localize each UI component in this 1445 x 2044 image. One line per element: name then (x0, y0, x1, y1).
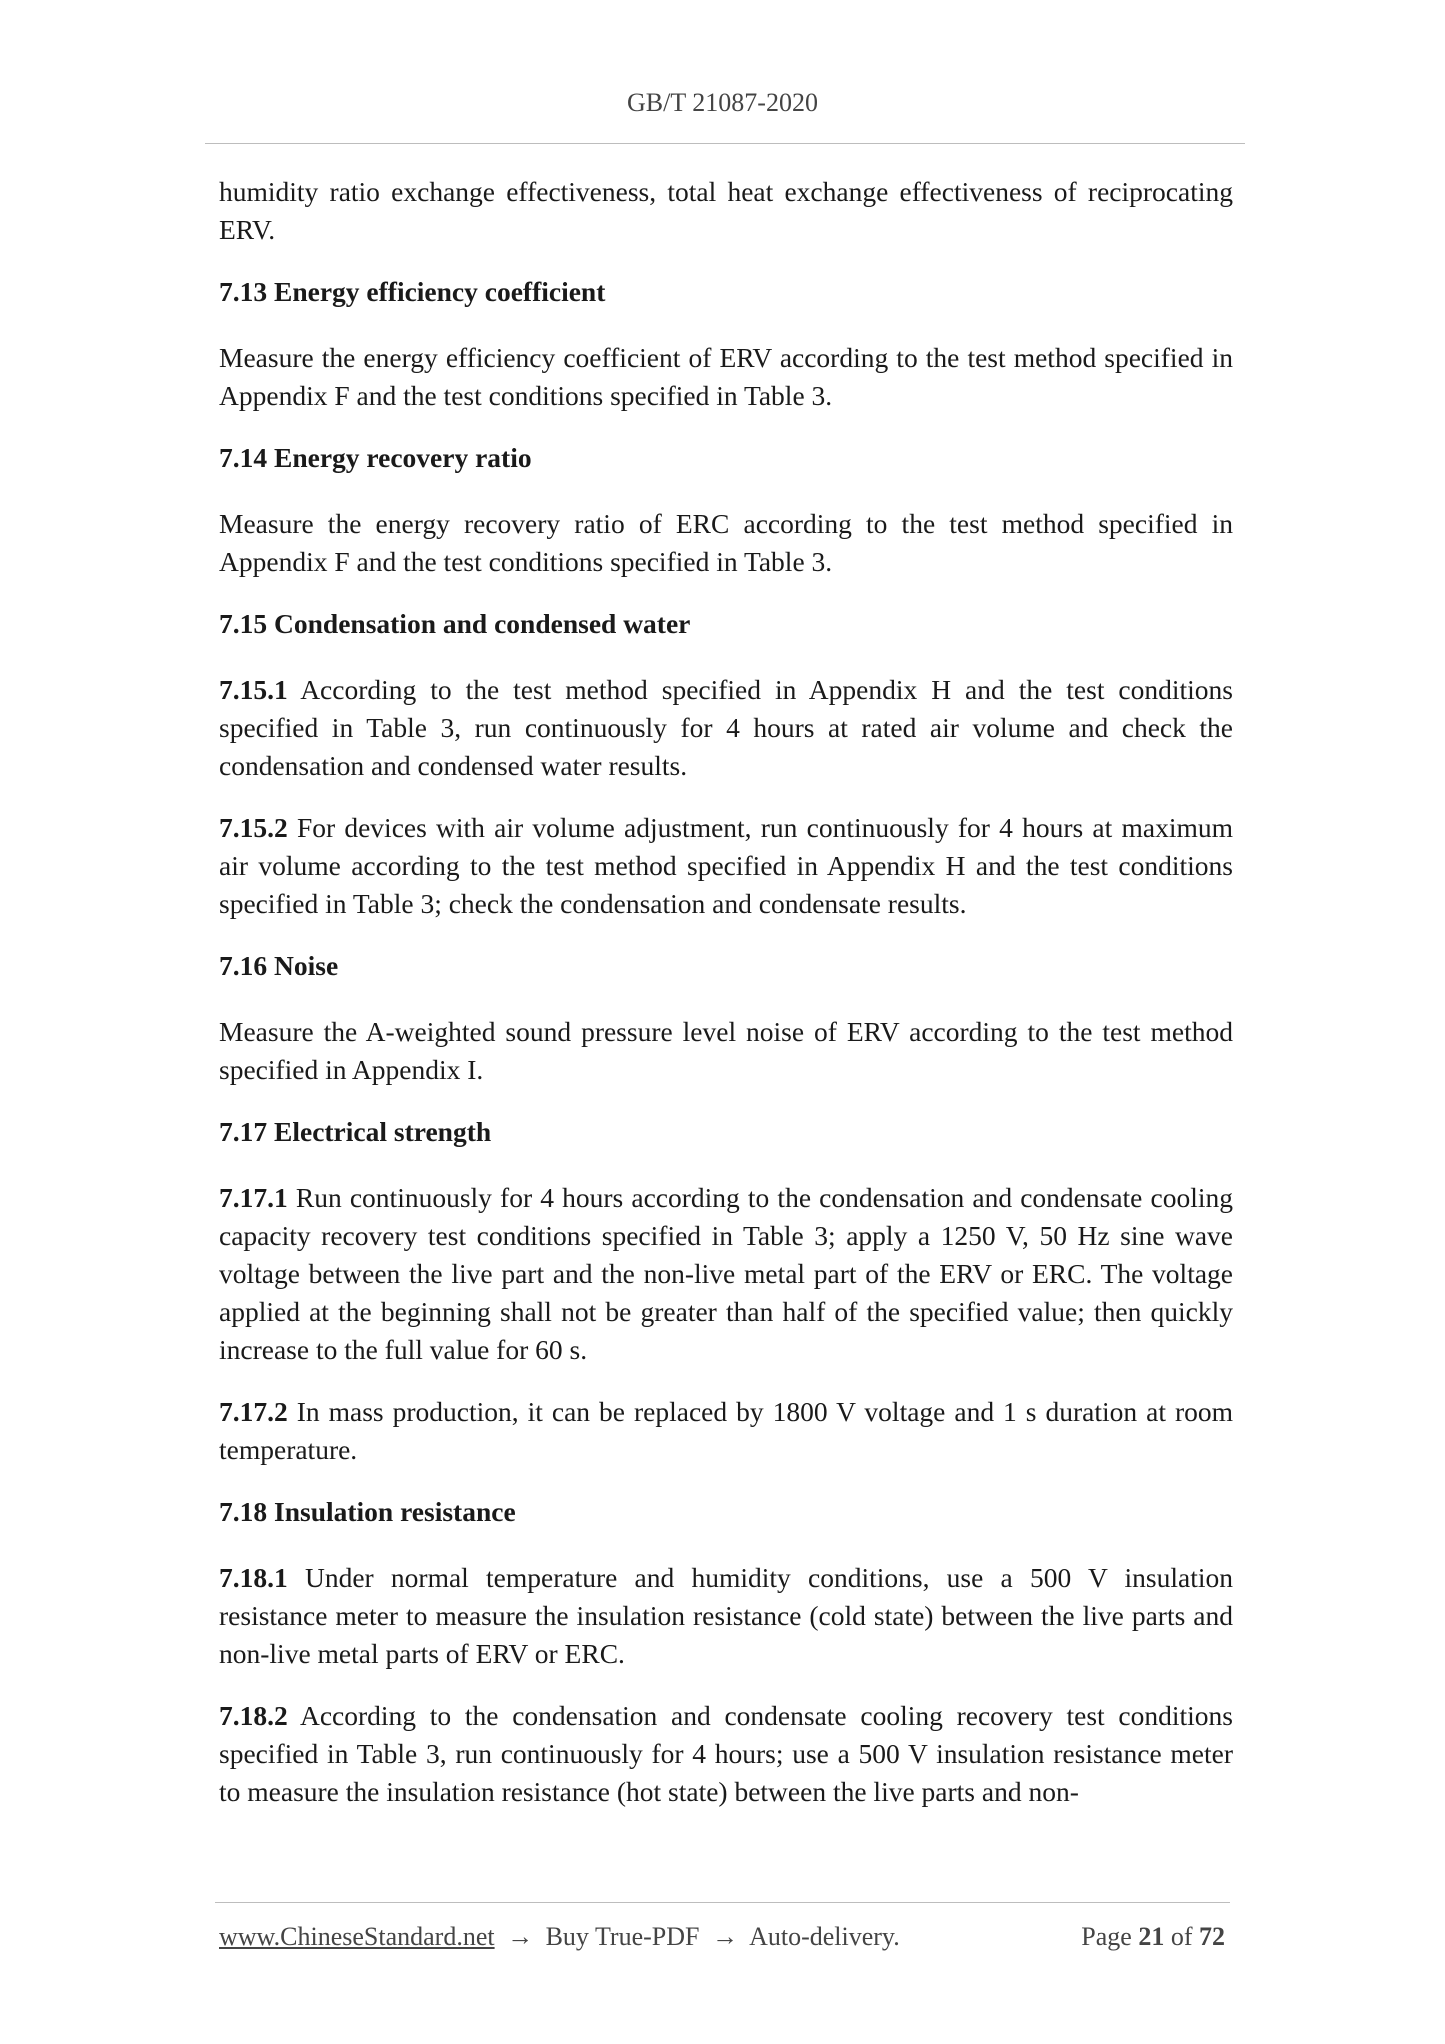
page-content (219, 173, 1233, 1835)
clause-text: For devices with air volume adjustment, run continuously for 4 hours at maximum air volume according to the test method specified in Appendix H and the test conditions specified in Table 3; check the condensation and condensate results. (219, 812, 1233, 919)
clause-number: 7.15.1 (219, 674, 288, 705)
section-7-14-text: Measure the energy recovery ratio of ERC according to the test method specified in Appendix F and the test conditions specified in Table 3. (219, 508, 1233, 577)
website-link[interactable]: www.ChineseStandard.net (219, 1922, 495, 1951)
intro-paragraph: humidity ratio exchange effectiveness, total heat exchange effectiveness of reciprocating ERV. (219, 176, 1233, 245)
section-7-17-2-paragraph (219, 1393, 1233, 1469)
section-7-16-text: Measure the A-weighted sound pressure level noise of ERV according to the test method specified in Appendix I. (219, 1016, 1233, 1085)
arrow-right-icon: → (712, 1922, 738, 1951)
page-total: 72 (1199, 1922, 1225, 1951)
page-label: Page (1081, 1922, 1132, 1951)
section-7-18-1-paragraph (219, 1559, 1233, 1673)
of-label: of (1170, 1922, 1193, 1951)
page-number (1081, 1922, 1225, 1952)
clause-number: 7.18.2 (219, 1700, 288, 1731)
section-7-15-1-paragraph (219, 671, 1233, 785)
clause-text: Under normal temperature and humidity conditions, use a 500 V insulation resistance meter to measure the insulation resistance (cold state) between the live parts and non-live metal parts of ERV or ERC. (219, 1562, 1233, 1669)
footer-left (219, 1922, 900, 1952)
section-7-17-1-paragraph (219, 1179, 1233, 1369)
clause-number: 7.15.2 (219, 812, 288, 843)
page-current: 21 (1138, 1922, 1165, 1951)
section-7-14-heading: 7.14 Energy recovery ratio (219, 442, 532, 473)
clause-text: Run continuously for 4 hours according to the condensation and condensate cooling capacity recovery test conditions specified in Table 3; apply a 1250 V, 50 Hz sine wave voltage between the live part and the non-live metal part of the ERV or ERC. The voltage applied at the beginning shall not be greater than half of the specified value; then quickly increase to the full value for 60 s. (219, 1182, 1233, 1365)
section-7-16-heading: 7.16 Noise (219, 950, 339, 981)
clause-text: In mass production, it can be replaced by 1800 V voltage and 1 s duration at room temperature. (219, 1396, 1233, 1465)
arrow-right-icon: → (507, 1922, 534, 1951)
clause-text: According to the condensation and condensate cooling recovery test conditions specified in Table 3, run continuously for 4 hours; use a 500 V insulation resistance meter to measure the insulation resistance (hot state) between the live parts and non- (219, 1700, 1233, 1807)
clause-number: 7.18.1 (219, 1562, 288, 1593)
clause-number: 7.17.2 (219, 1396, 288, 1427)
section-7-18-heading: 7.18 Insulation resistance (219, 1496, 516, 1527)
section-7-13-heading: 7.13 Energy efficiency coefficient (219, 276, 606, 307)
buy-pdf-text: Buy True-PDF (545, 1922, 700, 1951)
document-id-header: GB/T 21087-2020 (627, 88, 818, 117)
section-7-17-heading: 7.17 Electrical strength (219, 1116, 492, 1147)
section-7-15-heading: 7.15 Condensation and condensed water (219, 608, 691, 639)
section-7-15-2-paragraph (219, 809, 1233, 923)
page-footer (219, 1922, 1225, 1952)
footer-divider (215, 1902, 1230, 1903)
header-divider (205, 143, 1245, 144)
auto-delivery-text: Auto-delivery. (749, 1922, 900, 1951)
section-7-13-text: Measure the energy efficiency coefficient of ERV according to the test method specified in Appendix F and the test conditions specified in Table 3. (219, 342, 1233, 411)
section-7-18-2-paragraph (219, 1697, 1233, 1811)
clause-number: 7.17.1 (219, 1182, 288, 1213)
clause-text: According to the test method specified in Appendix H and the test conditions specified in Table 3, run continuously for 4 hours at rated air volume and check the condensation and condensed water results. (219, 674, 1233, 781)
